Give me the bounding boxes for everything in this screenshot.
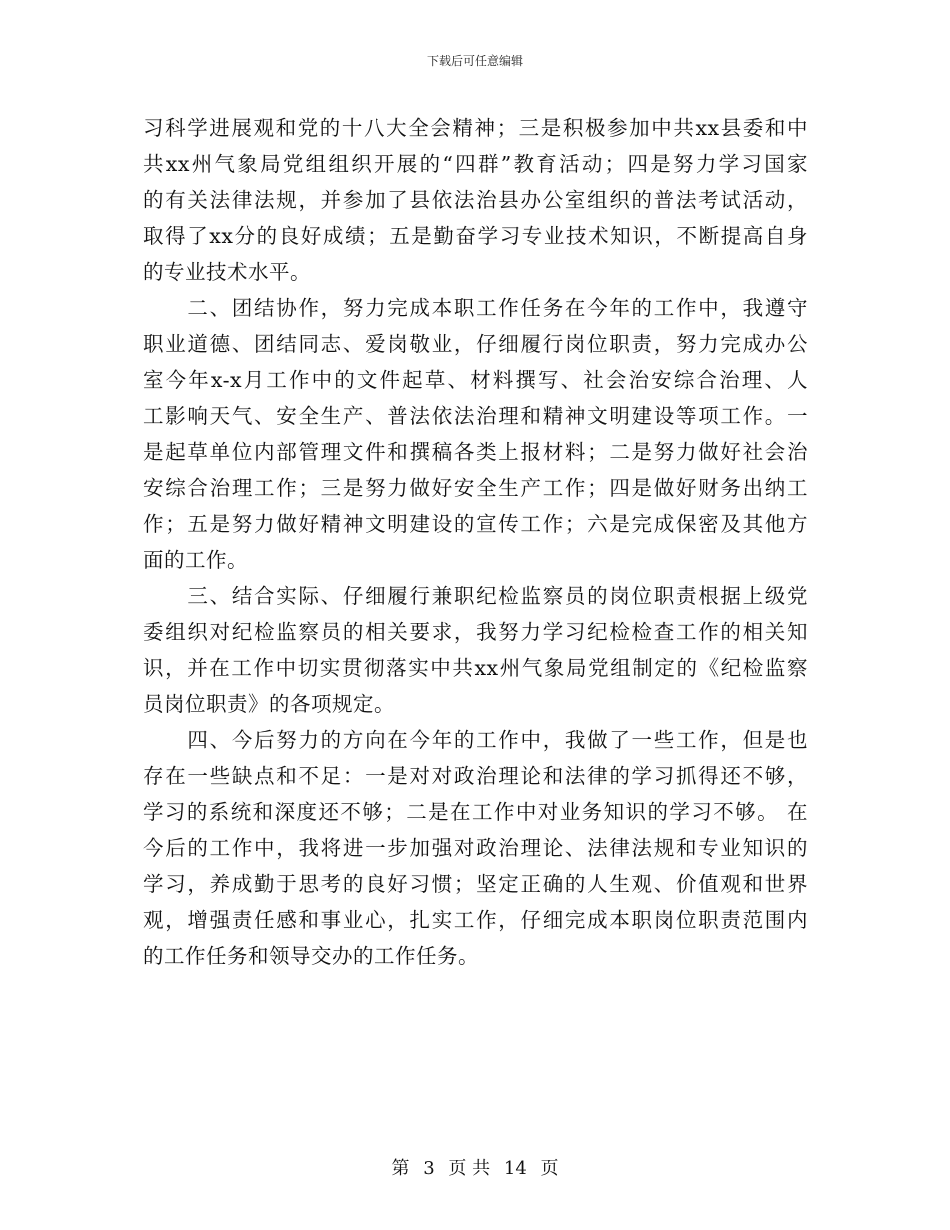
text-line: 共xx州气象局党组组织开展的“四群”教育活动；四是努力学习国家 (143, 152, 808, 176)
text-line: 委组织对纪检监察员的相关要求，我努力学习纪检检查工作的相关知 (143, 620, 808, 644)
page-header (0, 52, 950, 69)
text-line: 取得了xx分的良好成绩；五是勤奋学习专业技术知识，不断提高自身 (143, 224, 808, 248)
text-line: 识，并在工作中切实贯彻落实中共xx州气象局党组制定的《纪检监察 (143, 656, 808, 680)
text-line: 室今年x-x月工作中的文件起草、材料撰写、社会治安综合治理、人 (143, 368, 808, 392)
text-line: 工影响天气、安全生产、普法依法治理和精神文明建设等项工作。一 (143, 404, 808, 428)
document-body (143, 110, 808, 974)
text-line: 作；五是努力做好精神文明建设的宣传工作；六是完成保密及其他方 (143, 512, 808, 536)
text-line: 习科学进展观和党的十八大全会精神；三是积极参加中共xx县委和中 (143, 116, 808, 140)
footer-suffix: 页 (540, 1158, 559, 1179)
text-line: 四、今后努力的方向在今年的工作中，我做了一些工作，但是也 (143, 728, 808, 752)
text-line: 三、结合实际、仔细履行兼职纪检监察员的岗位职责根据上级党 (143, 584, 808, 608)
page-footer (0, 1154, 950, 1180)
text-line: 是起草单位内部管理文件和撰稿各类上报材料；二是努力做好社会治 (143, 440, 808, 464)
text-line: 二、团结协作，努力完成本职工作任务在今年的工作中，我遵守 (143, 296, 808, 320)
footer-page-number: 3 (423, 1158, 435, 1179)
text-line: 观，增强责任感和事业心，扎实工作，仔细完成本职岗位职责范围内 (143, 908, 808, 932)
text-line: 今后的工作中，我将进一步加强对政治理论、法律法规和专业知识的 (143, 836, 808, 860)
text-line: 面的工作。 (143, 548, 248, 572)
text-line: 安综合治理工作；三是努力做好安全生产工作；四是做好财务出纳工 (143, 476, 808, 500)
text-line: 员岗位职责》的各项规定。 (143, 692, 395, 716)
footer-middle: 页 共 (448, 1158, 491, 1179)
text-line: 存在一些缺点和不足：一是对对政治理论和法律的学习抓得还不够， (143, 764, 808, 788)
text-line: 的工作任务和领导交办的工作任务。 (143, 944, 479, 968)
text-line: 的专业技术水平。 (143, 260, 311, 284)
text-line: 学习，养成勤于思考的良好习惯；坚定正确的人生观、价值观和世界 (143, 872, 808, 896)
header-text: 下载后可任意编辑 (426, 54, 523, 68)
footer-total-pages: 14 (503, 1158, 527, 1179)
footer-prefix: 第 (391, 1158, 410, 1179)
text-line: 职业道德、团结同志、爱岗敬业，仔细履行岗位职责，努力完成办公 (143, 332, 808, 356)
text-line: 的有关法律法规，并参加了县依法治县办公室组织的普法考试活动， (143, 188, 808, 212)
text-line: 学习的系统和深度还不够；二是在工作中对业务知识的学习不够。 在 (143, 800, 808, 824)
